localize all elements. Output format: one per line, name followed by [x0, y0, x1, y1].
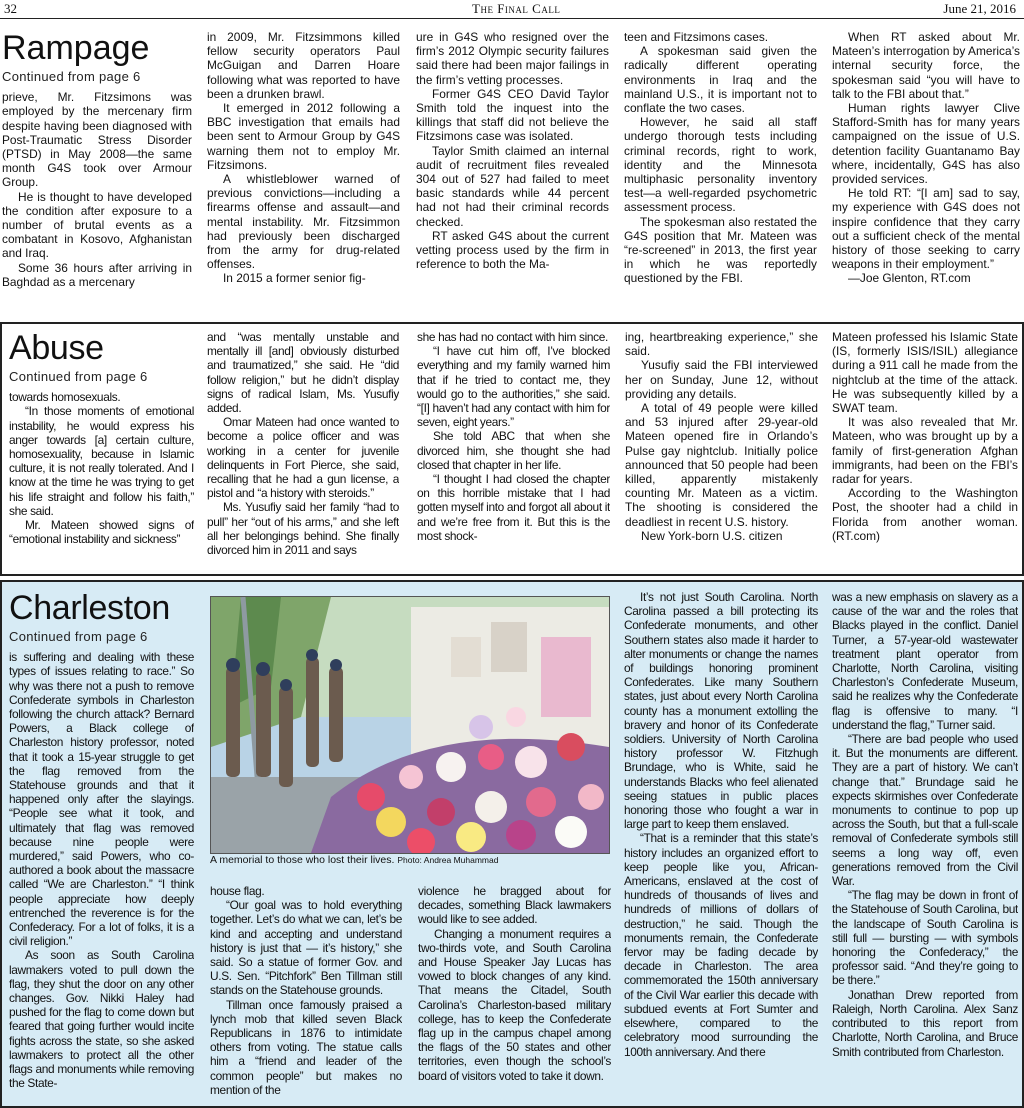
paragraph: A whistleblower warned of previous convictions—including a firearms offense and assault—and mental instability. Mr. Fitzsimmon had previously been discharged from the army for drug-related offenses. [207, 172, 400, 272]
article-title: Charleston [9, 590, 170, 627]
continued-label: Continued from page 6 [9, 369, 148, 384]
caption-text: A memorial to those who lost their lives. [210, 854, 395, 866]
paragraph: RT asked G4S about the current vetting process used by the firm in reference to both the Ma- [416, 228, 609, 272]
paragraph: Jonathan Drew reported from Raleigh, North Carolina. Alex Sanz contributed to this report from Charlotte, North Carolina, and Bruce Smith contributed from Charleston. [832, 987, 1018, 1059]
paragraph: Yusufiy said the FBI interviewed her on Sunday, June 12, without providing any details. [625, 358, 818, 401]
paragraph: “Our goal was to hold everything together. Let’s do what we can, let’s be kind and accepting and understand history is just that — it’s history,” she said. So a statue of former Gov. and U.S. Sen. “Pitchfork” Ben Tillman still stands on the Statehouse grounds. [210, 898, 402, 998]
paragraph: According to the Washington Post, the shooter had a child in Florida from another woman. (RT.com) [832, 486, 1018, 543]
paragraph: “That is a reminder that this state’s history includes an organized effort to keep people like you, African-Americans, enslaved at the cost of hundreds of thousands of lives and hundreds of millions of dollars of destruction,” he said. Though the monuments remain, the Confederate fervor may be fading decade by decade in Charleston. The area commemorated the 150th anniversary of the Civil War earlier this decade with subdued events at Fort Sumter and elsewhere, compared to the celebratory mood surrounding the 100th anniversary. And there [624, 831, 818, 1059]
charleston-article [0, 580, 1024, 1108]
paragraph: Omar Mateen had once wanted to become a police officer and was working in a center for juvenile delinquents in Fort Pierce, she said, recalling that he had a gun license, a pistol and “a history with steroids.” [207, 415, 399, 501]
paragraph: The spokesman also restated the G4S position that Mr. Mateen was “re-screened” in 2013, the first year in which he was reportedly questioned by the FBI. [624, 214, 817, 286]
paragraph: It was also revealed that Mr. Mateen, who was brought up by a family of first-generation Afghan immigrants, had been on the FBI’s radar for years. [832, 415, 1018, 487]
rampage-column-1 [2, 30, 192, 320]
byline: —Joe Glenton, RT.com [848, 271, 971, 286]
rampage-column-5 [832, 30, 1020, 320]
paragraph: is suffering and dealing with these types of issues relating to race.” So why was there not a push to remove Confederate symbols in Charleston following the church attack? Bernard Powers, a Black college of Charleston history professor, noted that it took a 15-year struggle to get the flag removed from the Statehouse grounds and that it happened only after the slayings. “People see what it took, and ultimately that flag was removed because nine people were murdered,” said Powers, who co-authored a book about the massacre called “We are Charleston.” “I think people appreciate how deeply entrenched the reverence is for the Confederacy. For a lot of folks, it is a civil religion.” [9, 650, 194, 949]
abuse-column-3 [417, 330, 610, 574]
paragraph: Former G4S CEO David Taylor Smith told the inquest into the killings that staff did not believe the Fitzsimons case was isolated. [416, 86, 609, 144]
paragraph: “I have cut him off, I’ve blocked everything and my family warned him that if he tried to contact me, they would go to the authorities,” she said. “[I] haven’t had any contact with him for seven, eight years.” [417, 344, 610, 430]
paragraph: teen and Fitzsimons cases. [624, 30, 769, 44]
paragraph: In 2015 a former senior fig- [223, 271, 366, 286]
paragraph: Some 36 hours after arriving in Baghdad as a mercenary [2, 260, 192, 289]
page-header [0, 0, 1024, 19]
issue-date: June 21, 2016 [943, 1, 1016, 16]
paragraph: towards homosexuals. [9, 390, 121, 405]
paragraph: Mateen professed his Islamic State (IS, formerly ISIS/ISIL) allegiance during a 911 call he made from the nightclub at the time of the attack. He was subsequently killed by a SWAT team. [832, 330, 1018, 416]
paragraph: “I thought I had closed the chapter on this horrible mistake that I had gotten myself into and forgot all about it and we’re free from it. But this is the most shock- [417, 472, 610, 543]
photo-caption [210, 854, 498, 866]
paragraph: As soon as South Carolina lawmakers voted to pull down the flag, they shut the door on any other changes. Gov. Nikki Haley had pushed for the flag to come down but feared that going further would incite fights across the state, so she asked lawmakers to protect all the other flags and monuments while removing the State- [9, 948, 194, 1091]
page-number: 32 [4, 1, 17, 16]
rampage-column-4 [624, 30, 817, 320]
paragraph: “The flag may be down in front of the Statehouse of South Carolina, but the landscape of South Carolina is still full — bursting — with symbols honoring the Confederacy,” the professor said. “And they’re going to be there.” [832, 888, 1018, 988]
paragraph: She told ABC that when she divorced him, she thought she had closed that chapter in her life. [417, 429, 610, 472]
paragraph: “In those moments of emotional instability, he would express his anger towards [a] certain culture, homosexuality, because in Islamic culture, it is not really tolerated. And I know at the time he was trying to get his life straight and follow his faith,” she said. [9, 404, 194, 518]
charleston-column-5 [832, 590, 1018, 1104]
article-title: Rampage [2, 30, 150, 67]
paragraph: prieve, Mr. Fitzsimons was employed by the mercenary firm despite having been diagnosed with Post-Traumatic Stress Disorder (PTSD) in May 2008—the same month G4S took over Armour Group. [2, 90, 192, 190]
continued-label: Continued from page 6 [9, 629, 148, 644]
publication-name: The Final Call [472, 1, 561, 16]
abuse-article [0, 322, 1024, 576]
rampage-column-3 [416, 30, 609, 320]
article-title: Abuse [9, 330, 104, 367]
paragraph: in 2009, Mr. Fitzsimmons killed fellow security operators Paul McGuigan and Darren Hoare following what was reported to have been a drunken brawl. [207, 30, 400, 101]
paragraph: He is thought to have developed the condition after exposure to a number of brutal events as a combatant in Kosovo, Afghanistan and Iraq. [2, 189, 192, 261]
paragraph: It’s not just South Carolina. North Carolina passed a bill protecting its Confederate monuments, and other Southern states also made it harder to alter monuments or change the names of buildings honoring prominent Confederates. Like many Southern states, just about every North Carolina county has a monument extolling the bravery and honor of its Confederate soldiers. University of North Carolina history professor W. Fitzhugh Brundage, who is White, said he understands Blacks who feel alienated seeing statues in public places honoring those who fought a war in large part to keep them enslaved. [624, 590, 818, 832]
charleston-column-4 [624, 590, 818, 1104]
abuse-column-5 [832, 330, 1018, 574]
paragraph: New York-born U.S. citizen [641, 528, 783, 543]
paragraph: He told RT: “[I am] sad to say, my experience with G4S does not inspire confidence that they carry out a sufficient check of the mental history of those seeking to carry weapons in their employment.” [832, 186, 1020, 272]
paragraph: was a new emphasis on slavery as a cause of the war and the roles that Blacks played in the conflict. Daniel Turner, a 57-year-old wastewater treatment plant operator from Charlotte, North Carolina, visiting Charleston’s Confederate Museum, said he realizes why the Confederate flag is offensive to many. “I understand the flag,” Turner said. [832, 590, 1018, 732]
paragraph: Human rights lawyer Clive Stafford-Smith has for many years campaigned on the issue of U.S. detention facility Guantanamo Bay where, incidentally, G4S has also provided services. [832, 101, 1020, 187]
memorial-photo-image [211, 597, 609, 853]
abuse-column-4 [625, 330, 818, 574]
paragraph: violence he bragged about for decades, something Black lawmakers would like to see added. [418, 884, 611, 927]
rampage-column-2 [207, 30, 400, 320]
charleston-column-1 [9, 590, 194, 1104]
photo-credit: Photo: Andrea Muhammad [397, 855, 499, 865]
paragraph: Ms. Yusufiy said her family “had to pull” her “out of his arms,” and she left all her belongings behind. She finally divorced him in 2011 and says [207, 500, 399, 558]
paragraph: Taylor Smith claimed an internal audit of recruitment files revealed 304 out of 527 had failed to meet basic standards while 44 percent had not had their criminal records checked. [416, 143, 609, 229]
paragraph: When RT asked about Mr. Mateen’s interrogation by America’s internal security force, the spokesman said “you will have to talk to the FBI about that.” [832, 30, 1020, 101]
paragraph: she has had no contact with him since. [417, 330, 608, 344]
paragraph: However, he said all staff undergo thorough tests including criminal records, right to work, identity and the Minnesota multiphasic personality inventory test—a well-regarded psychometric assessment process. [624, 115, 817, 215]
abuse-column-2 [207, 330, 399, 574]
paragraph: ure in G4S who resigned over the firm’s 2012 Olympic security failures said there had been major failings in the firm’s vetting processes. [416, 30, 609, 87]
abuse-column-1 [9, 330, 194, 574]
charleston-column-2 [210, 884, 402, 1104]
paragraph: A total of 49 people were killed and 53 injured after 29-year-old Mateen opened fire in Orlando’s Pulse gay nightclub. Initially police announced that 50 people had been killed, apparently mistakenly counting Mr. Mateen as a victim. The shooting is considered the deadliest in recent U.S. history. [625, 401, 818, 529]
paragraph: “There are bad people who used it. But the monuments are different. They are a part of history. We can’t change that.” Brundage said he expects skirmishes over Confederate monuments to continue to pop up across the South, but that a full-scale removal of Confederate symbols still seems a long way off, even generations removed from the Civil War. [832, 732, 1018, 889]
paragraph: Tillman once famously praised a lynch mob that killed seven Black Republicans in 1876 to intimidate others from voting. The statue calls him a “friend and leader of the common people” but makes no mention of the [210, 997, 402, 1097]
paragraph: Changing a monument requires a two-thirds vote, and South Carolina and House Speaker Jay Lucas has vowed to block changes of any kind. That means the Citadel, South Carolina’s Charleston-based military college, has to keep the Confederate flag up in the campus chapel among the flags of the 50 states and other territories, even though the school’s board of visitors voted to take it down. [418, 926, 611, 1083]
paragraph: It emerged in 2012 following a BBC investigation that emails had been sent to Armour Group by G4S warning them not to employ Mr. Fitzsimons. [207, 101, 400, 172]
paragraph: ing, heartbreaking experience,” she said. [625, 330, 818, 359]
paragraph: A spokesman said given the radically different operating environments in Iraq and the mainland U.S., it is important not to conflate the two cases. [624, 44, 817, 116]
paragraph: Mr. Mateen showed signs of “emotional instability and sickness” [9, 518, 194, 547]
memorial-photo [210, 596, 610, 854]
paragraph: and “was mentally unstable and mentally ill [and] obviously disturbed and traumatized,” she said. He “did follow religion,” but he didn’t display signs of radical Islam, Ms. Yusufiy added. [207, 330, 399, 416]
rampage-article [0, 24, 1024, 316]
paragraph: house flag. [210, 884, 265, 898]
charleston-column-3 [418, 884, 611, 1104]
continued-label: Continued from page 6 [2, 69, 141, 84]
